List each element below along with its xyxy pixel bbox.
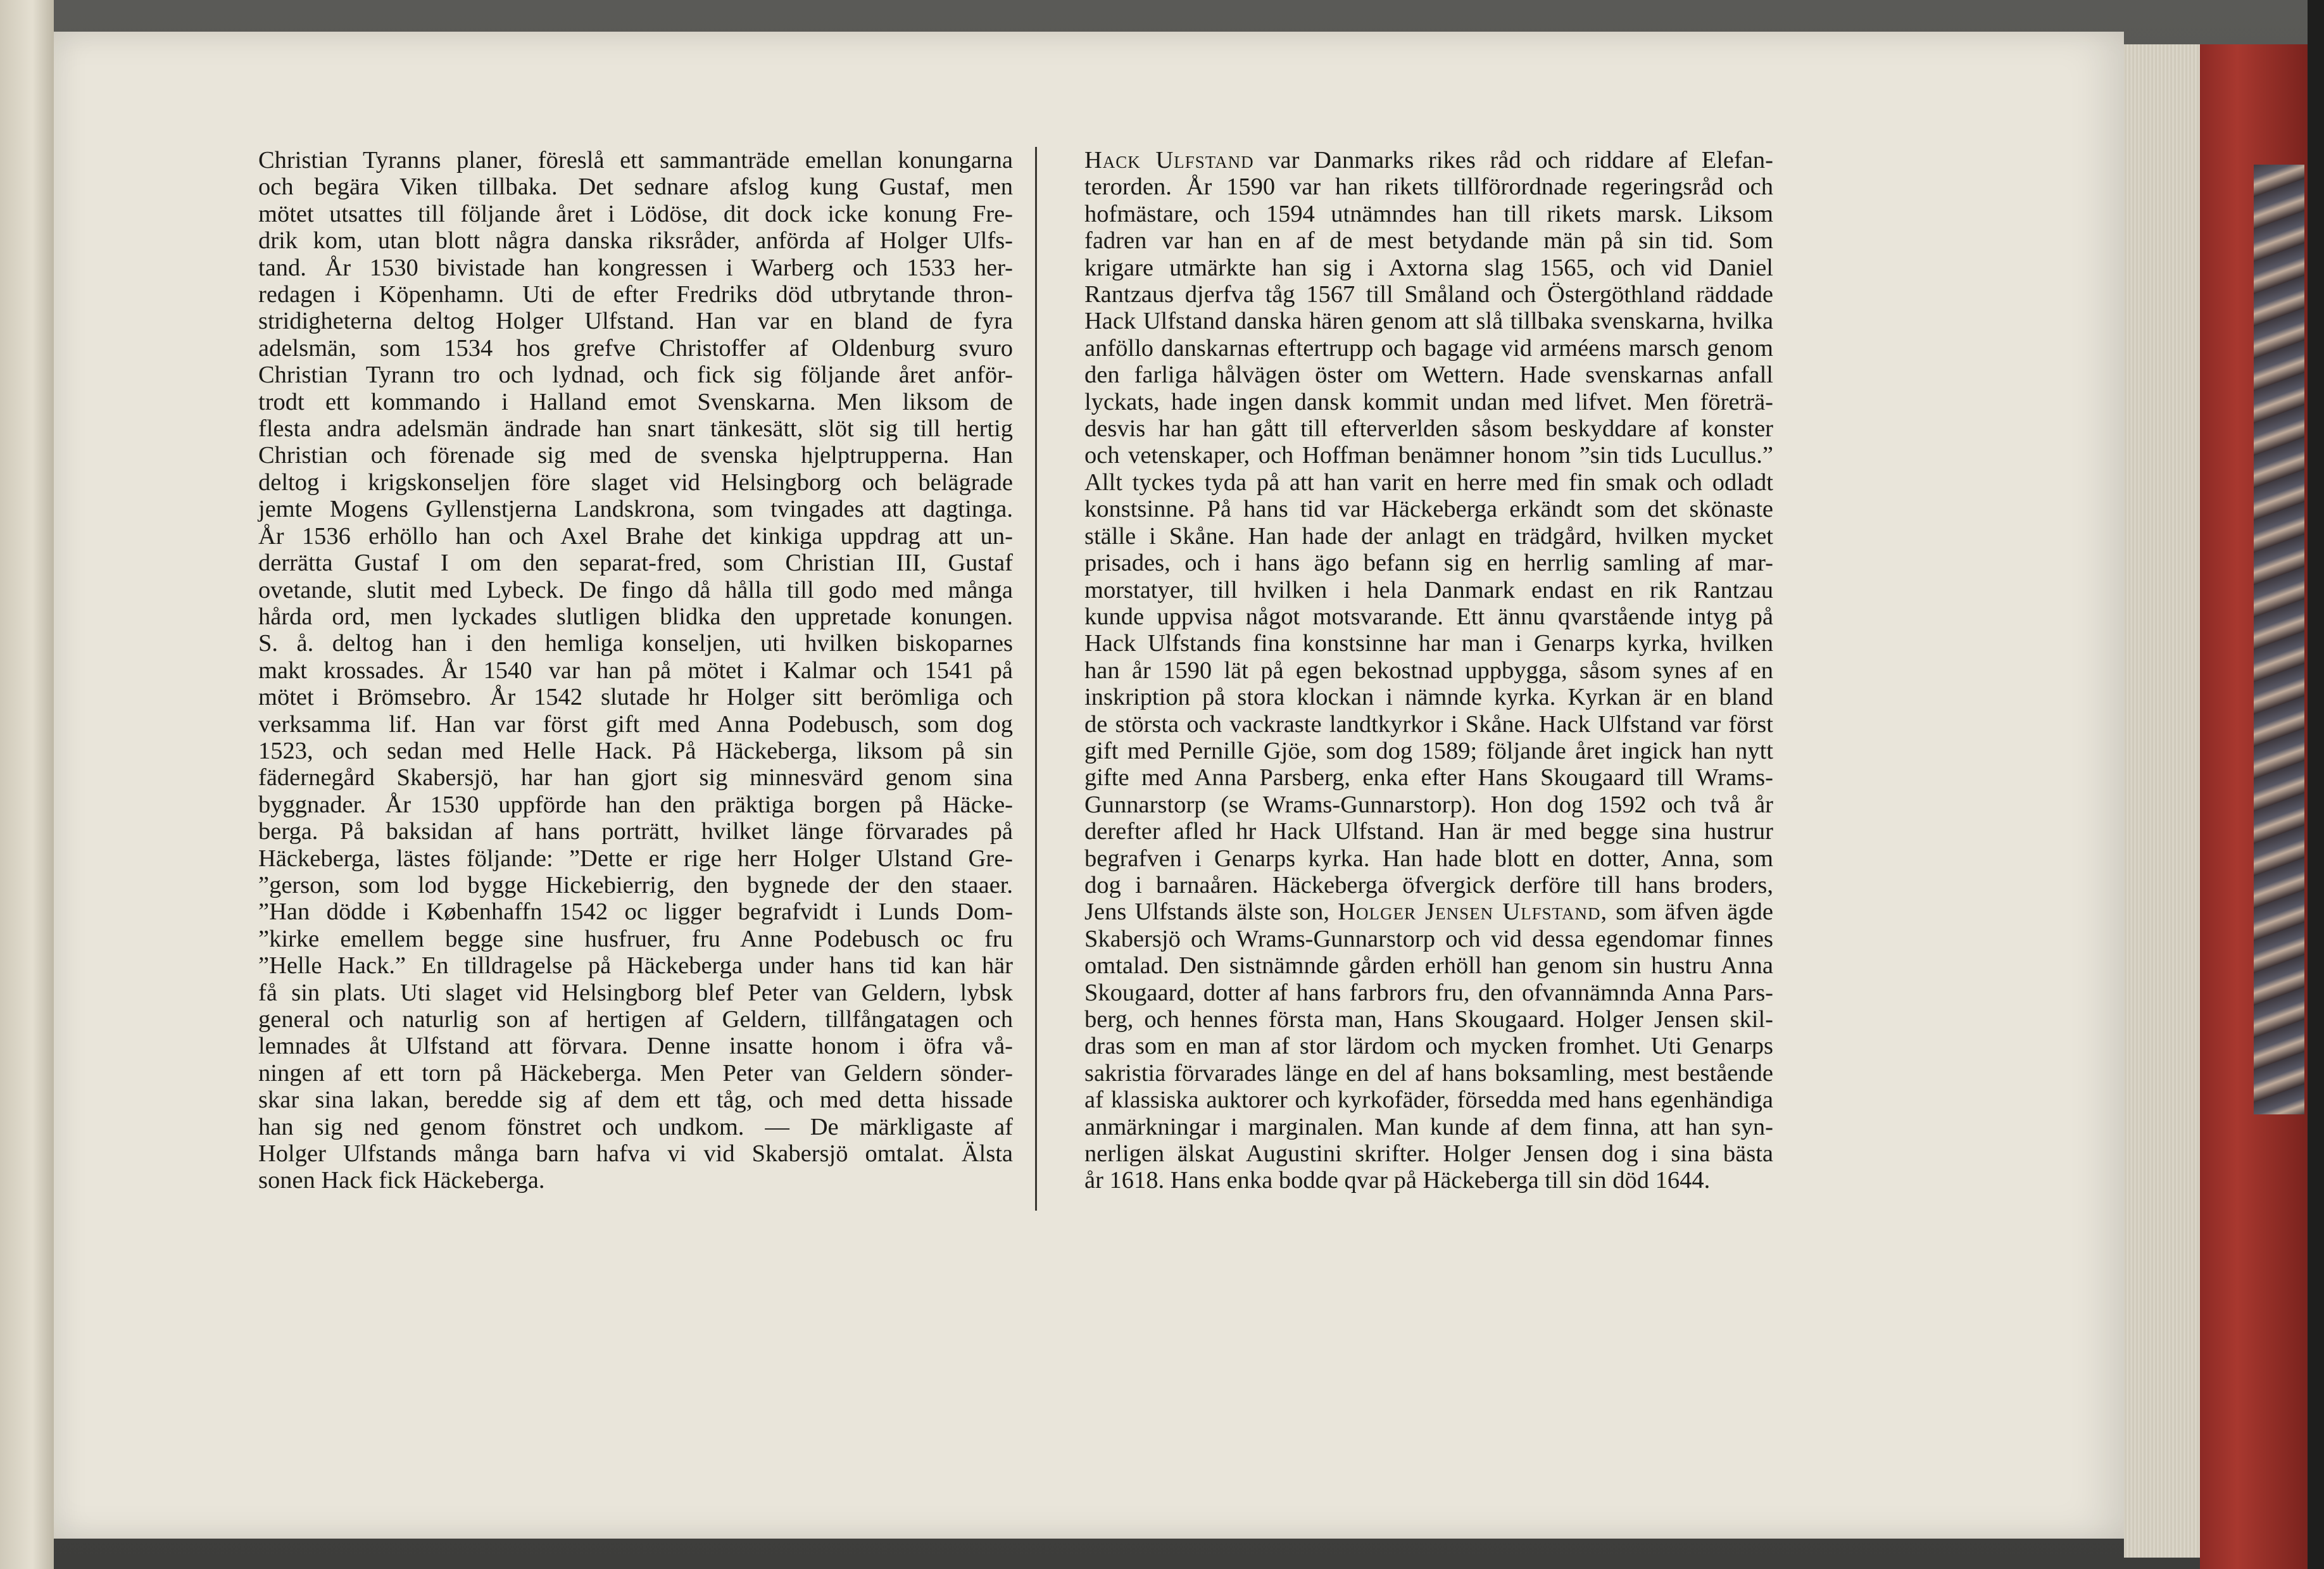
text-line: år 1618. Hans enka bodde qvar på Häckeberga till sin död 1644. <box>1084 1167 1711 1194</box>
inline-name-line <box>1084 898 1773 925</box>
scan-edge-strip <box>2308 0 2324 1569</box>
text-line: Häckeberga, lästes följande: ”Dette er rige herr Holger Ulstand Gre- <box>258 845 1013 872</box>
text-line: fädernegård Skabersjö, har han gjort sig minnesvärd genom sina <box>258 764 1013 791</box>
text-line: dog i barnaåren. Häckeberga öfvergick derföre till hans broders, <box>1084 871 1773 898</box>
text-line: morstatyer, till hvilken i hela Danmark endast en rik Rantzau <box>1084 576 1773 603</box>
first-line-text: var Danmarks rikes råd och riddare af Elefan- <box>1253 147 1773 173</box>
text-line: ovetande, slutit med Lybeck. De fingo då hålla till godo med många <box>258 576 1013 603</box>
text-line: mötet utsattes till följande året i Lödöse, dit dock icke konung Fre- <box>258 200 1013 227</box>
text-line: flesta andra adelsmän ändrade han snart tänkesätt, slöt sig till hertig <box>258 415 1013 443</box>
text-line: konstsinne. På hans tid var Häckeberga erkändt som det skönaste <box>1084 496 1773 523</box>
text-line: ”Helle Hack.” En tilldragelse på Häckeberga under hans tid kan här <box>258 952 1013 980</box>
text-line: ningen af ett torn på Häckeberga. Men Peter van Geldern sönder- <box>258 1059 1013 1087</box>
text-line: byggnader. År 1530 uppförde han den präktiga borgen på Häcke- <box>258 791 1013 818</box>
text-line: och begära Viken tillbaka. Det sednare afslog kung Gustaf, men <box>258 173 1013 201</box>
text-line: och vetenskaper, och Hoffman benämner honom ”sin tids Lucullus.” <box>1084 442 1773 469</box>
text-line: jemte Mogens Gyllenstjerna Landskrona, som tvingades att dagtinga. <box>258 496 1013 523</box>
right-lines-block-a <box>1084 173 1773 898</box>
text-line: dras som en man af stor lärdom och mycken fromhet. Uti Genarps <box>1084 1033 1773 1060</box>
left-text-column <box>258 147 1013 1194</box>
text-line: Allt tyckes tyda på att han varit en herre med fin smak och odladt <box>1084 469 1773 496</box>
text-line: Skougaard, dotter af hans farbrors fru, den ofvannämnda Anna Pars- <box>1084 979 1773 1006</box>
text-line: ”kirke emellem begge sine husfruer, fru Anne Podebusch oc fru <box>258 925 1013 952</box>
text-line: han sig ned genom fönstret och undkom. — De märkligaste af <box>258 1113 1013 1140</box>
text-line: gift med Pernille Gjöe, som dog 1589; följande året ingick han nytt <box>1084 737 1773 764</box>
inline-line-after: som äfven ägde <box>1607 898 1773 926</box>
text-line: berga. På baksidan af hans porträtt, hvilket länge förvarades på <box>258 818 1013 845</box>
text-line: anföllo danskarnas eftertrupp och bagage vid arméens marsch genom <box>1084 334 1773 362</box>
page-stack-edge <box>2124 44 2200 1558</box>
text-line: lyckats, hade ingen dansk kommit undan med lifvet. Men företrä- <box>1084 388 1773 415</box>
text-line: han år 1590 lät på egen bekostnad uppbygga, såsom synes af en <box>1084 657 1773 684</box>
text-line: tand. År 1530 bivistade han kongressen i Warberg och 1533 her- <box>258 254 1013 281</box>
text-line: ”gerson, som lod bygge Hickebierrig, den bygnede der den staaer. <box>258 871 1013 898</box>
text-line: drik kom, utan blott några danska riksråder, anförda af Holger Ulfs- <box>258 227 1013 255</box>
text-line: Hack Ulfstands fina konstsinne har man i Genarps kyrka, hvilken <box>1084 630 1773 657</box>
text-line: S. å. deltog han i den hemliga konseljen, uti hvilken biskoparnes <box>258 630 1013 657</box>
text-line: ”Han dödde i Københaffn 1542 oc ligger begrafvidt i Lunds Dom- <box>258 898 1013 926</box>
text-line: derrätta Gustaf I om den separat-fred, som Christian III, Gustaf <box>258 550 1013 577</box>
text-line: deltog i krigskonseljen före slaget vid Helsingborg och belägrade <box>258 469 1013 496</box>
text-line: anmärkningar i marginalen. Man kunde af dem finna, att han syn- <box>1084 1113 1773 1140</box>
text-line: få sin plats. Uti slaget vid Helsingborg blef Peter van Geldern, lybsk <box>258 979 1013 1006</box>
text-line: ställe i Skåne. Han hade der anlagt en trädgård, hvilken mycket <box>1084 522 1773 550</box>
text-line: terorden. År 1590 var han rikets tillförordnade regeringsråd och <box>1084 173 1773 201</box>
text-line: stridigheterna deltog Holger Ulfstand. Han var en bland de fyra <box>258 308 1013 335</box>
lead-name: Hack Ulfstand <box>1084 147 1254 173</box>
text-line: Gunnarstorp (se Wrams-Gunnarstorp). Hon dog 1592 och två år <box>1084 791 1773 818</box>
text-line: krigare utmärkte han sig i Axtorna slag 1565, och vid Daniel <box>1084 254 1773 281</box>
text-line: Skabersjö och Wrams-Gunnarstorp och vid dessa egendomar finnes <box>1084 925 1773 952</box>
text-line: nerligen älskat Augustini skrifter. Holger Jensen dog i sina bästa <box>1084 1140 1773 1168</box>
text-line: adelsmän, som 1534 hos grefve Christoffer af Oldenburg svuro <box>258 334 1013 362</box>
text-line: lemnades åt Ulfstand att förvara. Denne insatte honom i öfra vå- <box>258 1033 1013 1060</box>
text-line: kunde uppvisa något motsvarande. Ett ännu qvarstående intyg på <box>1084 603 1773 630</box>
text-line: trodt ett kommando i Halland emot Svenskarna. Men liksom de <box>258 388 1013 415</box>
text-line: skar sina lakan, beredde sig af dem ett tåg, och med detta hissade <box>258 1087 1013 1114</box>
text-line: Christian och förenade sig med de svenska hjelptrupperna. Han <box>258 442 1013 469</box>
inline-line-before: Jens Ulfstands älste son, <box>1084 898 1338 926</box>
text-line: hårda ord, men lyckades slutligen blidka den uppretade konungen. <box>258 603 1013 630</box>
left-page-edge <box>0 0 54 1569</box>
right-text-column <box>1084 147 1773 1194</box>
cover-marbled-pattern <box>2254 165 2304 1114</box>
text-line: redagen i Köpenhamn. Uti de efter Fredriks död utbrytande thron- <box>258 281 1013 308</box>
text-line: den farliga hålvägen öster om Wettern. Hade svenskarnas anfall <box>1084 362 1773 389</box>
text-line: omtalad. Den sistnämnde gården erhöll han genom sin hustru Anna <box>1084 952 1773 980</box>
text-line: mötet i Brömsebro. År 1542 slutade hr Holger sitt berömliga och <box>258 684 1013 711</box>
text-line: af klassiska auktorer och kyrkofäder, försedda med hans egenhändiga <box>1084 1087 1773 1114</box>
text-line: desvis har han gått till efterverlden såsom beskyddare af konster <box>1084 415 1773 443</box>
paragraph-first-line <box>1084 147 1773 173</box>
text-line: År 1536 erhöllo han och Axel Brahe det kinkiga uppdrag att un- <box>258 522 1013 550</box>
inline-name: Holger Jensen Ulfstand, <box>1338 898 1608 926</box>
text-line: fadren var han en af de mest betydande män på sin tid. Som <box>1084 227 1773 255</box>
text-line: hofmästare, och 1594 utnämndes han till rikets marsk. Liksom <box>1084 200 1773 227</box>
column-divider <box>1035 147 1037 1211</box>
text-line: gifte med Anna Parsberg, enka efter Hans Skougaard till Wrams- <box>1084 764 1773 791</box>
text-line: begrafven i Genarps kyrka. Han hade blott en dotter, Anna, som <box>1084 845 1773 872</box>
text-line: inskription på stora klockan i nämnde kyrka. Kyrkan är en bland <box>1084 684 1773 711</box>
text-line: makt krossades. År 1540 var han på mötet i Kalmar och 1541 på <box>258 657 1013 684</box>
text-line: Hack Ulfstand danska hären genom att slå tillbaka svenskarna, hvilka <box>1084 308 1773 335</box>
text-line: de största och vackraste landtkyrkor i Skåne. Hack Ulfstand var först <box>1084 710 1773 738</box>
text-line: derefter afled hr Hack Ulfstand. Han är med begge sina hustrur <box>1084 818 1773 845</box>
text-line: prisades, och i hans ägo befann sig en herrlig samling af mar- <box>1084 550 1773 577</box>
text-line: Christian Tyrann tro och lydnad, och fick sig följande året anför- <box>258 362 1013 389</box>
right-lines-block-b <box>1084 926 1773 1194</box>
text-line: berg, och hennes första man, Hans Skougaard. Holger Jensen skil- <box>1084 1006 1773 1033</box>
text-line: general och naturlig son af hertigen af Geldern, tillfångatagen och <box>258 1006 1013 1033</box>
text-line: Holger Ulfstands många barn hafva vi vid Skabersjö omtalat. Älsta <box>258 1140 1013 1168</box>
text-line: 1523, och sedan med Helle Hack. På Häckeberga, liksom på sin <box>258 737 1013 764</box>
text-line: verksamma lif. Han var först gift med Anna Podebusch, som dog <box>258 710 1013 738</box>
text-line: sakristia förvarades länge en del af hans boksamling, mest bestående <box>1084 1059 1773 1087</box>
text-line: Christian Tyranns planer, föreslå ett sammanträde emellan konungarna <box>258 147 1013 173</box>
text-line: sonen Hack fick Häckeberga. <box>258 1167 545 1194</box>
text-line: Rantzaus djerfva tåg 1567 till Småland och Östergöthland räddade <box>1084 281 1773 308</box>
